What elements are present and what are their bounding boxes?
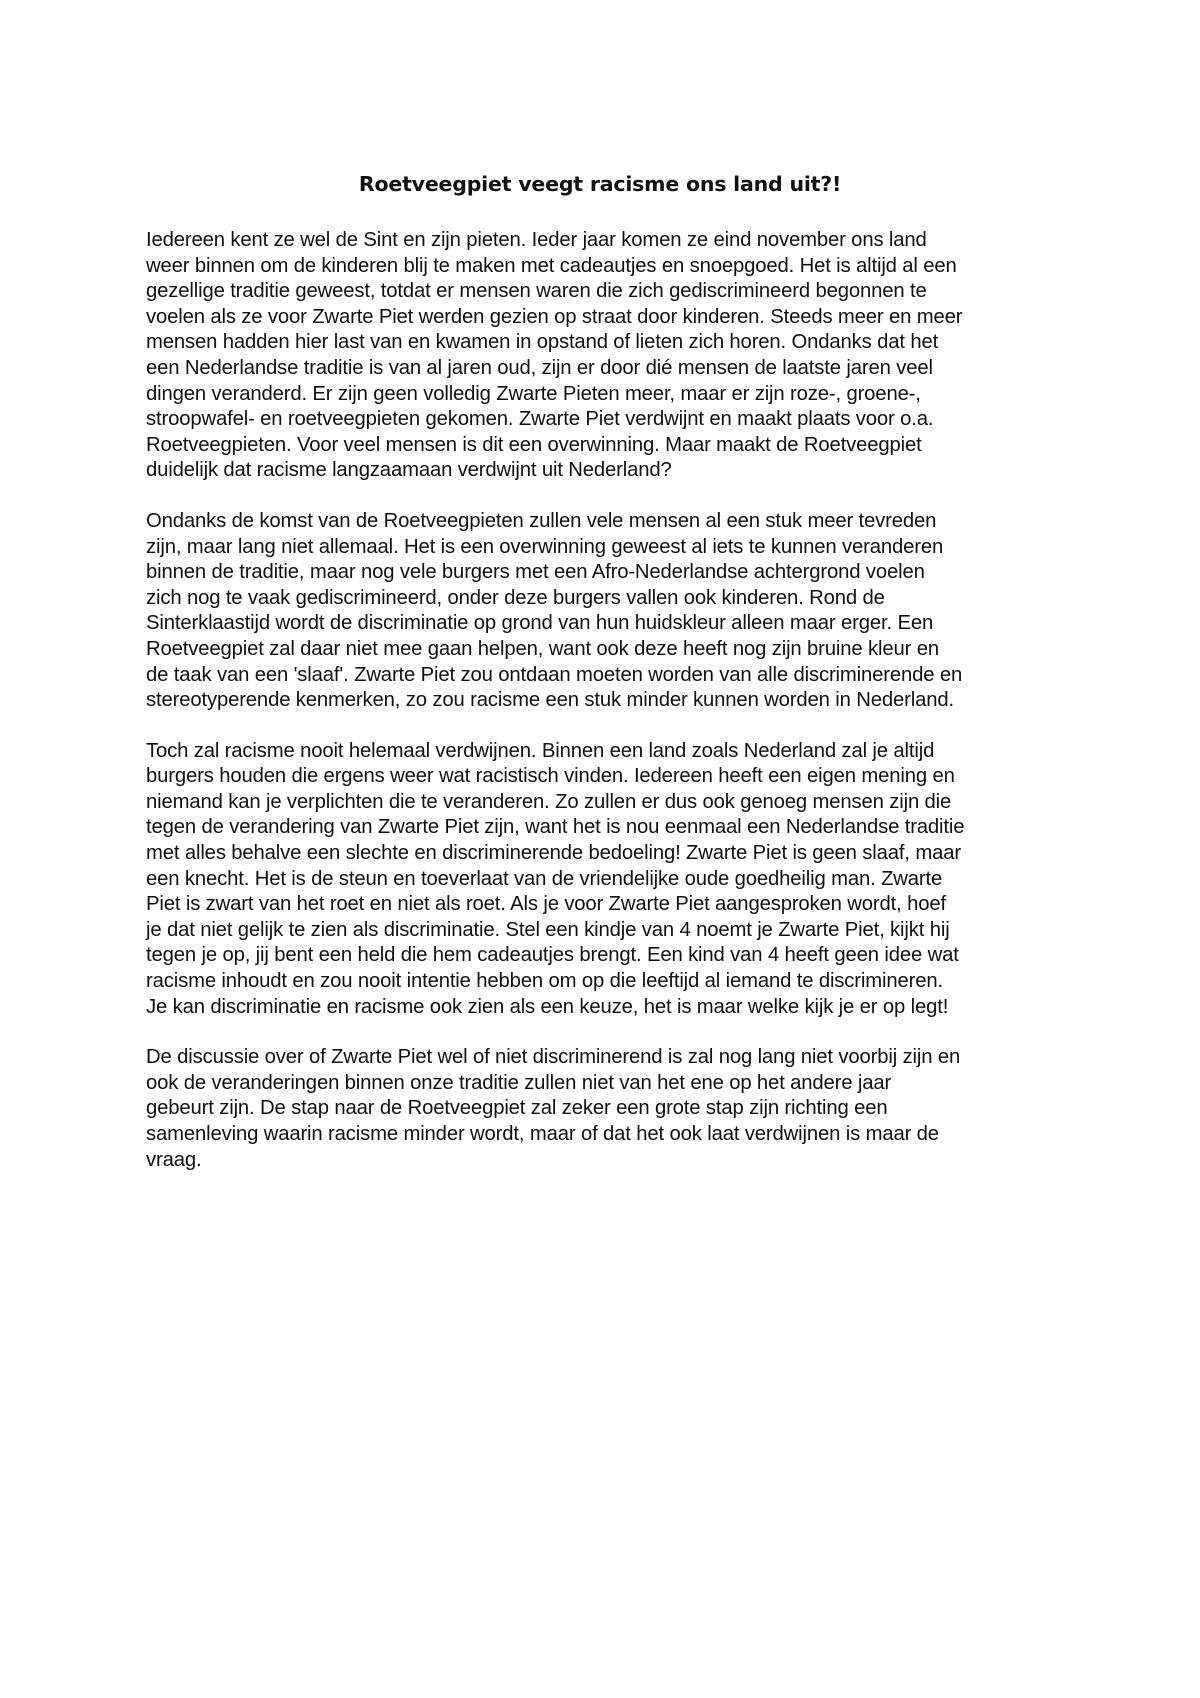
document-title: Roetveegpiet veegt racisme ons land uit?! [358, 172, 842, 196]
document-body [146, 228, 1066, 1198]
paragraph-2: Ondanks de komst van de Roetveegpieten zullen vele mensen al een stuk meer tevreden zijn, maar lang niet allemaal. Het is een overwinning geweest al iets te kunnen veranderen binnen de traditie, maar nog vele burgers met een Afro-Nederlandse achtergrond voelen zich nog te vaak gediscrimineerd, onder deze burgers vallen ook kinderen. Rond de Sinterklaastijd wordt de discriminatie op grond van hun huidskleur alleen maar erger. Een Roetveegpiet zal daar niet mee gaan helpen, want ook deze heeft nog zijn bruine kleur en de taak van een 'slaaf'. Zwarte Piet zou ontdaan moeten worden van alle discriminerende en stereotyperende kenmerken, zo zou racisme een stuk minder kunnen worden in Nederland. [146, 509, 963, 712]
paragraph-1: Iedereen kent ze wel de Sint en zijn pieten. Ieder jaar komen ze eind november ons land weer binnen om de kinderen blij te maken met cadeautjes en snoepgoed. Het is altijd al een gezellige traditie geweest, totdat er mensen waren die zich gediscrimineerd begonnen te voelen als ze voor Zwarte Piet werden gezien op straat door kinderen. Steeds meer en meer mensen hadden hier last van en kwamen in opstand of lieten zich horen. Ondanks dat het een Nederlandse traditie is van al jaren oud, zijn er door dié mensen de laatste jaren veel dingen veranderd. Er zijn geen volledig Zwarte Pieten meer, maar er zijn roze-, groene-, stroopwafel- en roetveegpieten gekomen. Zwarte Piet verdwijnt en maakt plaats voor o.a. Roetveegpieten. Voor veel mensen is dit een overwinning. Maar maakt de Roetveegpiet duidelijk dat racisme langzaamaan verdwijnt uit Nederland? [146, 229, 963, 482]
paragraph-3: Toch zal racisme nooit helemaal verdwijnen. Binnen een land zoals Nederland zal je altijd burgers houden die ergens weer wat racistisch vinden. Iedereen heeft een eigen mening en niemand kan je verplichten die te veranderen. Zo zullen er dus ook genoeg mensen zijn die tegen de verandering van Zwarte Piet zijn, want het is nou eenmaal een Nederlandse traditie met alles behalve een slechte en discriminerende bedoeling! Zwarte Piet is geen slaaf, maar een knecht. Het is de steun en toeverlaat van de vriendelijke oude goedheilig man. Zwarte Piet is zwart van het roet en niet als roet. Als je voor Zwarte Piet aangesproken wordt, hoef je dat niet gelijk te zien als discriminatie. Stel een kindje van 4 noemt je Zwarte Piet, kijkt hij tegen je op, jij bent een held die hem cadeautjes brengt. Een kind van 4 heeft geen idee wat racisme inhoudt en zou nooit intentie hebben om op die leeftijd al iemand te discrimineren. Je kan discriminatie en racisme ook zien als een keuze, het is maar welke kijk je er op legt! [146, 739, 965, 1018]
paragraph-4: De discussie over of Zwarte Piet wel of niet discriminerend is zal nog lang niet voorbij zijn en ook de veranderingen binnen onze traditie zullen niet van het ene op het andere jaar gebeurt zijn. De stap naar de Roetveegpiet zal zeker een grote stap zijn richting een samenleving waarin racisme minder wordt, maar of dat het ook laat verdwijnen is maar de vraag. [146, 1046, 961, 1171]
